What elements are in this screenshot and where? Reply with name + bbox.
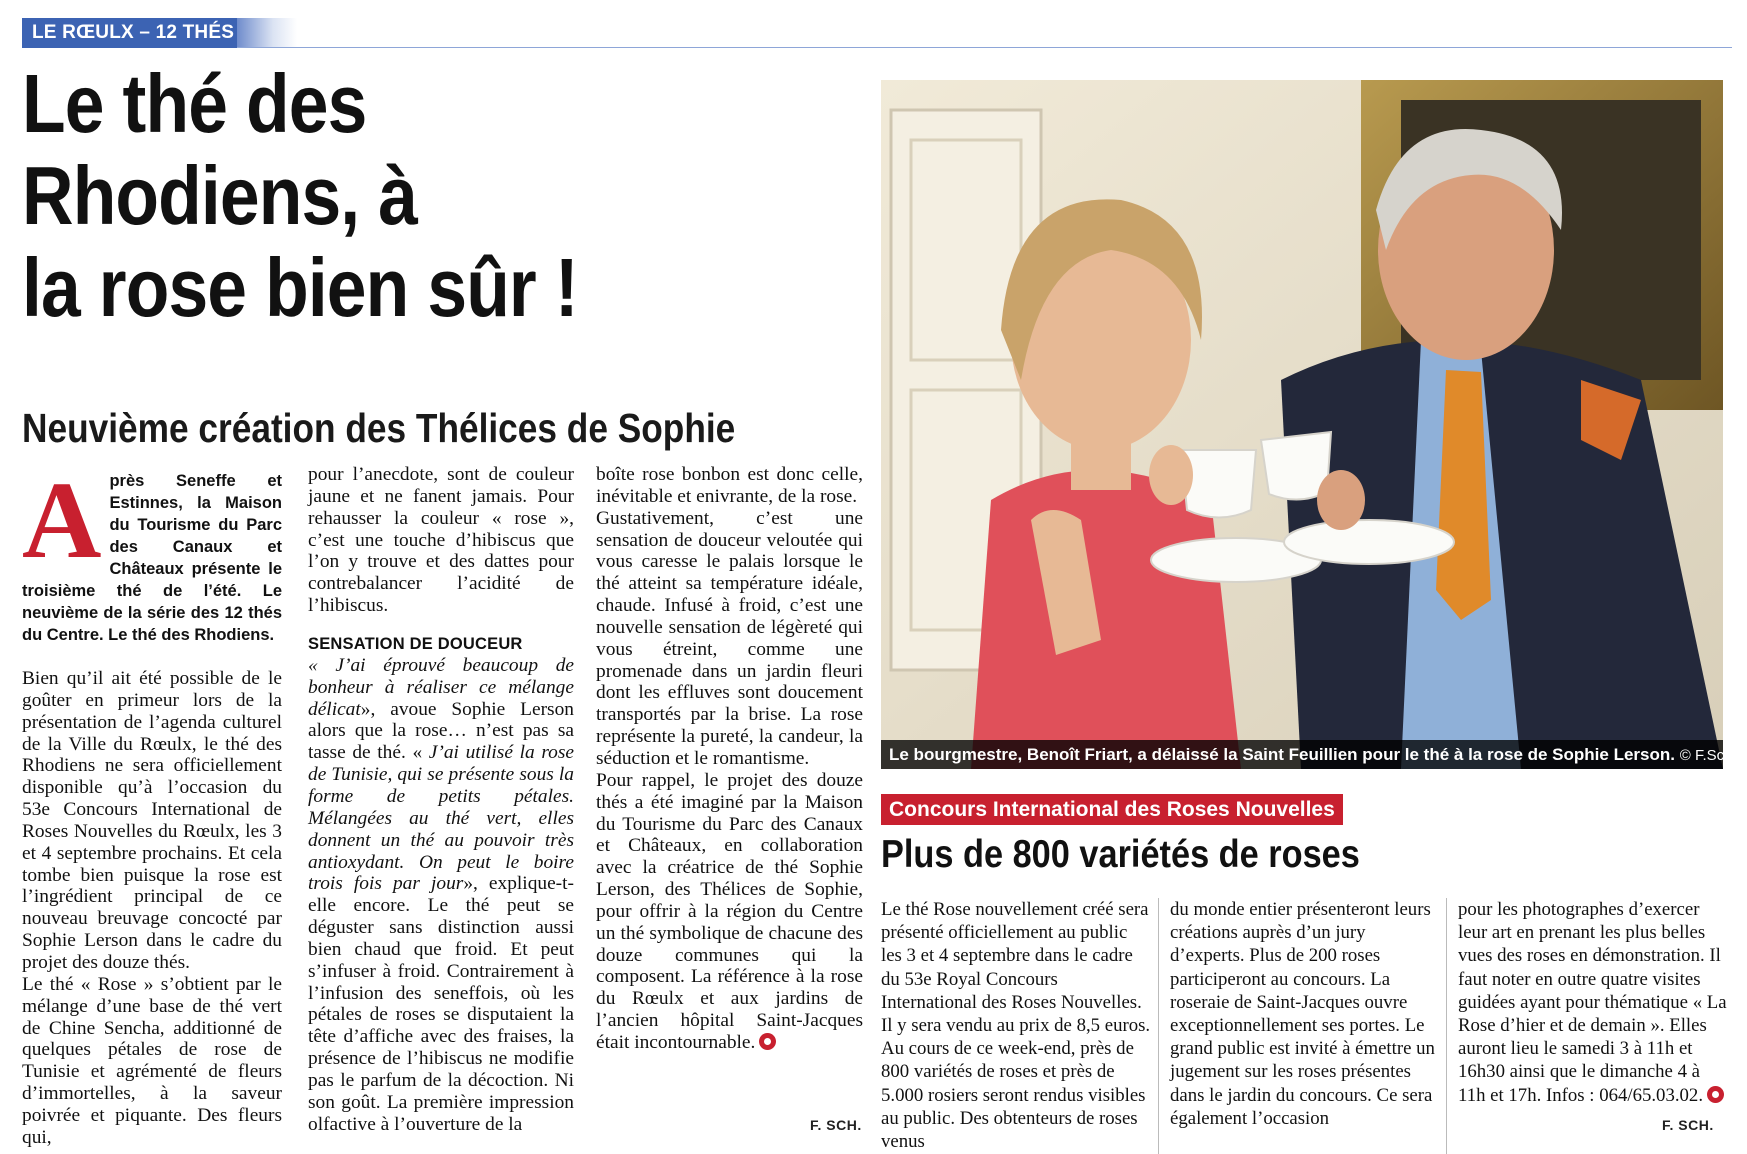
end-of-article-icon [759,1033,776,1050]
lead-text: près Seneffe et Estinnes, la Maison du Tourisme du Parc des Canaux et Châteaux présente le troisième thé de l’été. Le neuvième de la série des 12 thés du Centre. Le thé des Rhodiens. [22,472,282,644]
sidebar-column-3 [1458,898,1728,1107]
headline-line-2: Rhodiens, à [22,149,418,242]
article-column-3 [596,464,863,1054]
body-paragraph: Le thé « Rose » s’obtient par le mélange d’une base de thé vert de Chine Sencha, additionné de quelques pétales de rose de Tunisie et agrémenté de fleurs d’immortelles, à la saveur poivrée et piquante. Des fleurs qui, [22,973,282,1148]
sidebar-title: Plus de 800 variétés de roses [881,833,1360,876]
headline [22,58,762,334]
column-divider [1446,898,1447,1154]
photo-credit: © F.Sch. [1679,747,1737,764]
headline-line-1: Le thé des [22,57,367,150]
rubric-fade [237,18,297,48]
section-subhead: SENSATION DE DOUCEUR [308,634,523,653]
end-of-article-icon [1707,1086,1724,1103]
article-signature: F. SCH. [810,1117,862,1133]
section-rubric: LE RŒULX – 12 THÉS [22,18,237,48]
body-text: », explique-t-elle encore. Le thé peut se déguster sans distinction aussi bien chaud que froid. Et peut s’infuser à froid. Contrairement à l’infusion des seneffois, où les pétales de roses se disputaient la tête d’affiche avec des fraises, la présence de l’hibiscus ne modifie pas le parfum de la décoction. Ni son goût. La première impression olfactive à l’ouverture de la [308,873,574,1135]
body-paragraph: boîte rose bonbon est donc celle, inévitable et enivrante, de la rose. [596,464,863,507]
body-paragraph: Gustativement, c’est une sensation de douceur veloutée qui vous caresse le palais lorsque le thé atteint sa température idéale, chaude. Infusé à froid, c’est une nouvelle sensation de légèreté qui vous étreint, comme une promenade dans un jardin fleuri dont les effluves sont doucement transportés par la brise. La rose représente la pureté, la candeur, la séduction et le romantisme. [596,507,863,769]
body-text: Pour rappel, le projet des douze thés a été imaginé par la Maison du Tourisme du Parc des Canaux et Châteaux, en collaboration avec la créatrice de thé Sophie Lerson, des Thélices de Sophie, pour offrir à la région du Centre un thé symbolique de chacune des douze communes qui la composent. La référence à la rose du Rœulx et aux jardins de l’ancien hôpital Saint-Jacques était incontournable. [596,769,863,1053]
quote-text: J’ai utilisé la rose de Tunisie, qui se présente sous la forme de petits pétales. Mélangées au thé vert, elles donnent un thé au pouvoir très antioxydant. On peut le boire trois fois par jour [308,742,574,895]
sidebar-signature: F. SCH. [1662,1117,1714,1133]
lead-paragraph [22,459,282,646]
body-paragraph: pour l’anecdote, sont de couleur jaune et ne fanent jamais. Pour rehausser la couleur « rose », c’est une touche d’hibiscus que l’on y trouve et des dattes pour contrebalancer l’acidité de l’hibiscus. [308,464,574,617]
quote-text: « J’ai éprouvé beaucoup de bonheur à réaliser ce mélange délicat [308,654,574,720]
headline-line-3: la rose bien sûr ! [22,241,578,334]
article-column-2 [308,464,574,1135]
drop-cap: A [22,459,102,581]
sidebar-column-1: Le thé Rose nouvellement créé sera présenté officiellement au public les 3 et 4 septembre dans le cadre du 53e Royal Concours International des Roses Nouvelles. Il y sera vendu au prix de 8,5 euros. Au cours de ce week-end, près de 800 variétés de roses et près de 5.000 rosiers seront rendus visibles au public. Des obtenteurs de roses venus [881,899,1151,1153]
body-paragraph [596,770,863,1054]
photo-caption [881,740,1737,769]
body-text: », avoue Sophie Lerson alors que la rose… n’est pas sa tasse de thé. « [308,698,574,764]
photo-illustration [881,80,1723,769]
deck-subtitle: Neuvième création des Thélices de Sophie [22,405,736,451]
caption-text: Le bourgmestre, Benoît Friart, a délaissé la Saint Feuillien pour le thé à la rose de Sophie Lerson. [889,745,1675,764]
quote-paragraph [308,655,574,1136]
body-paragraph: Bien qu’il ait été possible de le goûter en primeur lors de la présentation de l’agenda culturel de la Ville du Rœulx, le thé des Rhodiens ne sera officiellement disponible qu’à l’occasion du 53e Concours International de Roses Nouvelles du Rœulx, les 3 et 4 septembre prochains. Et cela tombe bien puisque la rose est l’ingrédient principal de ce nouveau breuvage concocté par Sophie Lerson dans le cadre du projet des douze thés. [22,668,282,973]
sidebar-column-2: du monde entier présenteront leurs créations auprès d’un jury d’experts. Plus de 200 roses participeront au concours. La roseraie de Saint-Jacques ouvre exceptionnellement ses portes. Le grand public est invité à émettre un jugement sur les roses présentes dans le jardin du concours. Ce sera également l’occasion [1170,899,1435,1129]
column-divider [1158,898,1159,1154]
sidebar-kicker: Concours International des Roses Nouvelles [881,794,1343,825]
rubric-rule [237,47,1732,48]
article-column-1 [22,459,282,1149]
article-photo [881,80,1723,769]
sidebar-text: pour les photographes d’exercer leur art en prenant les plus belles vues des roses en démonstration. Il faut noter en outre quatre visites guidées ayant pour thématique « La Rose d’hier et de demain ». Elles auront lieu le samedi 3 à 11h et 16h30 ainsi que le dimanche 4 à 11h et 17h. Infos : 064/65.03.02. [1458,899,1727,1106]
